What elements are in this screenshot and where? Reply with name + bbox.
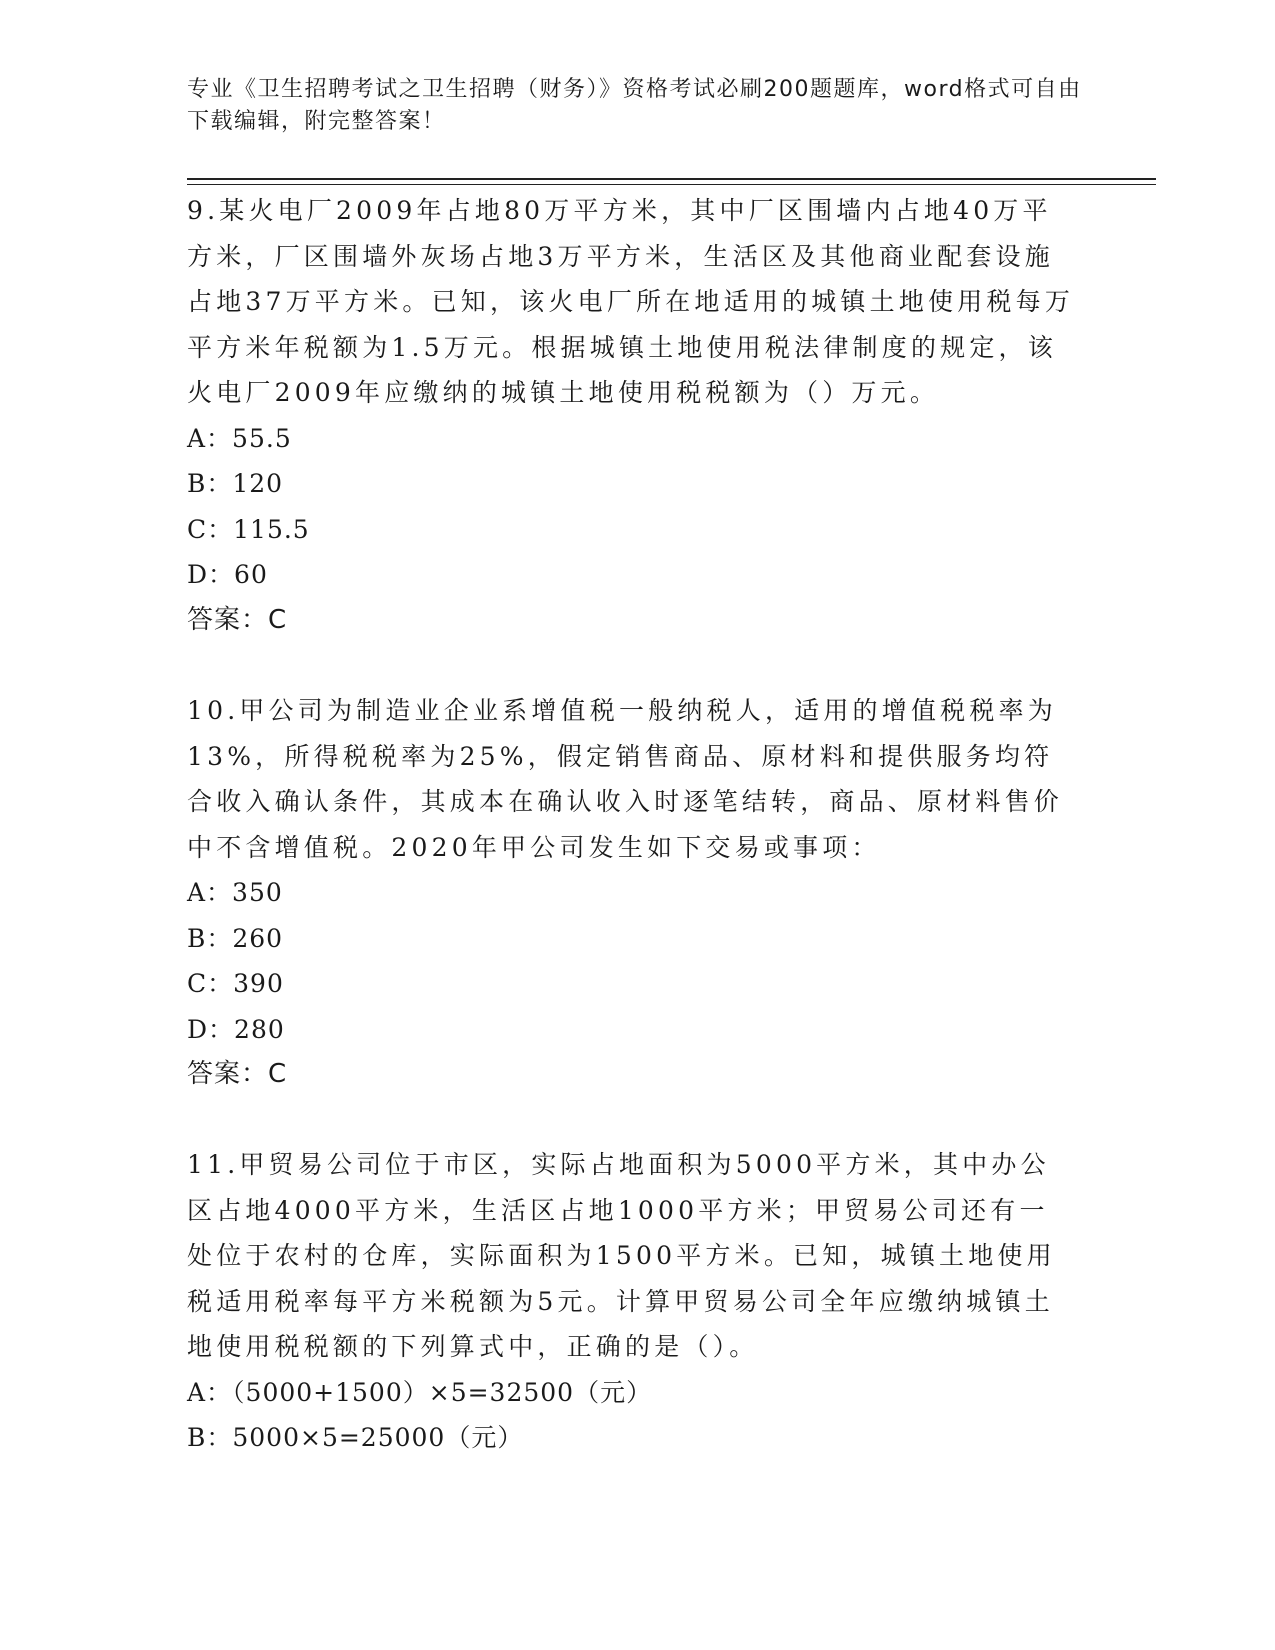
question-text: 11.甲贸易公司位于市区，实际占地面积为5000平方米，其中办公区占地4000平方米，生活区占地1000平方米；甲贸易公司还有一处位于农村的仓库，实际面积为1500平方米。已知，城镇土地使用税适用税率每平方米税额为5元。计算甲贸易公司全年应缴纳城镇土地使用税税额的下列算式中，正确的是（）。 [187,1150,1056,1361]
question-11 [187,1142,1077,1461]
answer-label: 答案：C [187,604,288,635]
answer-label: 答案：C [187,1059,288,1089]
option-b: B：5000×5=25000（元） [187,1423,524,1452]
option-d: D：280 [187,1014,285,1044]
option-c: C：115.5 [187,514,310,544]
document-header: 专业《卫生招聘考试之卫生招聘（财务）》资格考试必刷200题题库，word格式可自由下载编辑，附完整答案！ [187,77,1082,134]
header-divider-thick [187,178,1156,180]
option-a: A：55.5 [187,423,292,453]
question-text: 9.某火电厂2009年占地80万平方米，其中厂区围墙内占地40万平方米，厂区围墙外灰场占地3万平方米，生活区及其他商业配套设施占地37万平方米。已知，该火电厂所在地适用的城镇土地使用税每万平方米年税额为1.5万元。根据城镇土地使用税法律制度的规定，该火电厂2009年应缴纳的城镇土地使用税税额为（）万元。 [187,196,1075,407]
question-10 [187,688,1077,1098]
option-d: D：60 [187,560,268,589]
option-b: B：260 [187,923,284,953]
question-text: 10.甲公司为制造业企业系增值税一般纳税人，适用的增值税税率为13%，所得税税率为25%，假定销售商品、原材料和提供服务均符合收入确认条件，其成本在确认收入时逐笔结转，商品、原材料售价中不含增值税。2020年甲公司发生如下交易或事项： [187,696,1064,862]
question-9 [187,188,1077,643]
option-b: B：120 [187,469,284,498]
option-a: A：（5000+1500）×5=32500（元） [187,1377,653,1407]
option-a: A：350 [187,878,283,907]
header-divider-thin [187,184,1156,185]
option-c: C：390 [187,969,284,998]
